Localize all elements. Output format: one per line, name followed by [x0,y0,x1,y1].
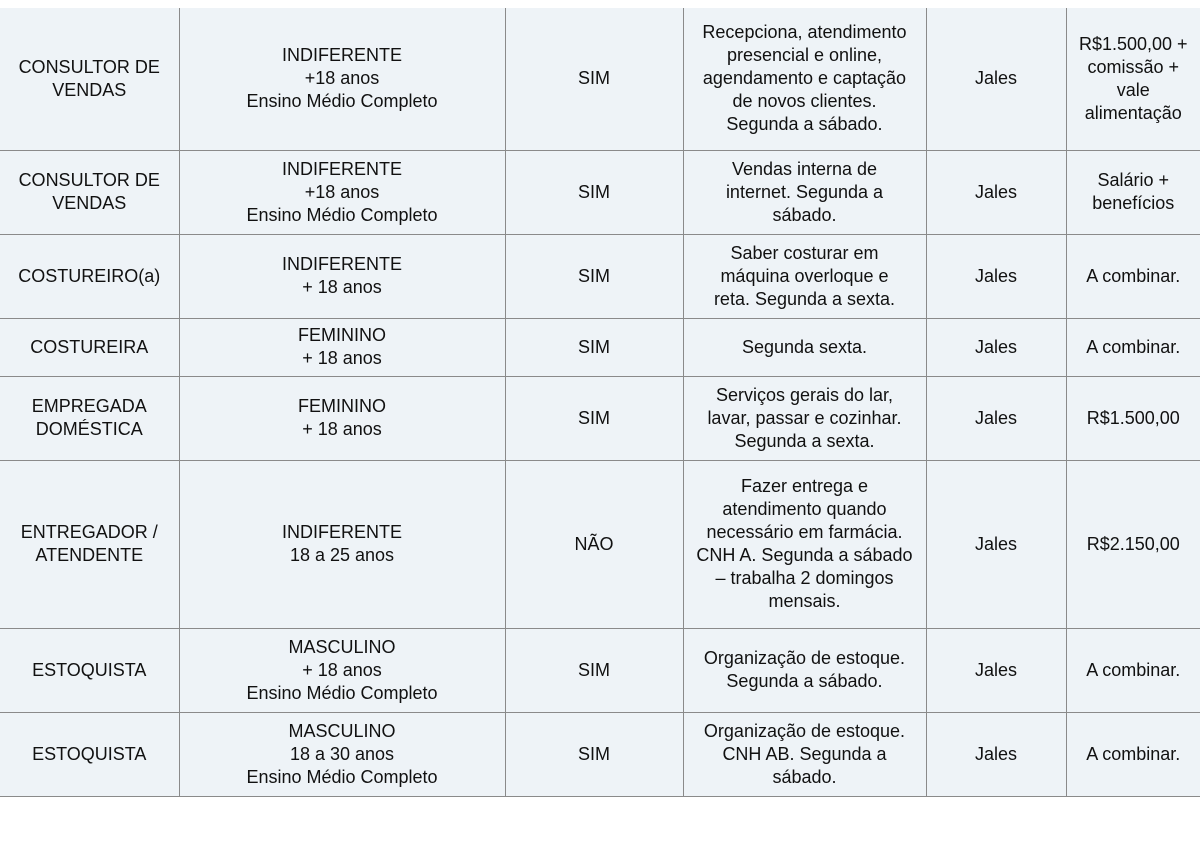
job-row [0,8,1200,150]
job-title-cell: COSTUREIRO(a) [0,234,179,318]
description-line: Segunda sexta. [741,336,868,357]
description-line: Fazer entrega e [740,476,869,496]
salary-line: R$1.500,00 [1086,407,1180,428]
requirement-line: + 18 anos [302,277,382,297]
requirements-cell [179,460,505,628]
salary-cell [1066,8,1200,150]
requirement-line: INDIFERENTE [281,158,402,179]
salary-line: A combinar. [1086,743,1181,764]
description-line: Organização de estoque. [703,720,906,741]
job-title-cell: ESTOQUISTA [0,628,179,712]
requirement-line: + 18 anos [302,419,382,439]
job-listings-body [0,8,1200,796]
description-line: sábado. [772,766,837,787]
description-line: sábado. [772,204,837,225]
job-row [0,628,1200,712]
description-line: de novos clientes. [732,91,877,112]
requirement-line: FEMININO [298,396,386,416]
requirement-line: Ensino Médio Completo [246,91,438,112]
description-line: presencial e online, [726,45,883,66]
salary-line: Salário + [1097,170,1170,190]
requirement-line: +18 anos [304,68,380,89]
pcd-cell: SIM [505,150,683,234]
salary-line: A combinar. [1086,659,1181,680]
requirement-line: 18 a 25 anos [289,545,395,565]
description-line: Organização de estoque. [703,648,906,668]
requirement-line: INDIFERENTE [281,254,402,274]
salary-line: A combinar. [1086,336,1181,357]
job-row [0,234,1200,318]
requirements-cell [179,376,505,460]
description-line: necessário em farmácia. [706,522,903,542]
requirements-cell [179,628,505,712]
description-line: CNH AB. Segunda a [722,743,887,764]
pcd-cell: SIM [505,318,683,376]
requirements-cell [179,712,505,796]
job-row [0,376,1200,460]
pcd-cell: NÃO [505,460,683,628]
requirement-line: Ensino Médio Completo [246,204,438,225]
job-title-cell: CONSULTOR DE VENDAS [0,8,179,150]
description-line: – trabalha 2 domingos [715,568,894,588]
job-row [0,712,1200,796]
job-row [0,318,1200,376]
description-cell [683,628,926,712]
description-line: máquina overloque e [720,265,889,286]
salary-line: comissão + [1087,56,1180,77]
description-cell [683,150,926,234]
description-cell [683,712,926,796]
job-title-cell: ENTREGADOR / ATENDENTE [0,460,179,628]
description-line: Segunda a sexta. [734,430,875,451]
requirement-line: Ensino Médio Completo [246,682,438,703]
description-line: Segunda a sábado. [726,114,883,135]
requirement-line: Ensino Médio Completo [246,766,438,787]
pcd-cell: SIM [505,376,683,460]
salary-line: R$2.150,00 [1086,533,1180,554]
requirement-line: INDIFERENTE [281,522,402,542]
job-row [0,150,1200,234]
description-line: atendimento quando [722,499,887,519]
description-cell [683,8,926,150]
city-cell: Jales [926,628,1066,712]
description-line: Saber costurar em [730,242,879,263]
requirement-line: + 18 anos [302,348,382,368]
description-line: lavar, passar e cozinhar. [707,407,902,428]
pcd-cell: SIM [505,712,683,796]
requirement-line: MASCULINO [288,720,396,741]
salary-line: A combinar. [1086,265,1181,286]
salary-cell [1066,150,1200,234]
salary-cell [1066,234,1200,318]
city-cell: Jales [926,234,1066,318]
pcd-cell: SIM [505,628,683,712]
city-cell: Jales [926,460,1066,628]
job-row [0,460,1200,628]
requirements-cell [179,8,505,150]
city-cell: Jales [926,8,1066,150]
salary-cell [1066,628,1200,712]
salary-cell [1066,318,1200,376]
description-line: Segunda a sábado. [726,671,883,691]
description-line: mensais. [768,591,841,611]
salary-line: benefícios [1092,193,1175,213]
salary-cell [1066,460,1200,628]
requirements-cell [179,234,505,318]
requirements-cell [179,150,505,234]
description-cell [683,318,926,376]
job-listings-table [0,8,1200,797]
pcd-cell: SIM [505,8,683,150]
salary-line: R$1.500,00 + [1078,33,1188,54]
description-line: internet. Segunda a [725,181,884,202]
job-title-cell: ESTOQUISTA [0,712,179,796]
requirement-line: + 18 anos [302,659,382,680]
requirement-line: FEMININO [298,325,386,345]
description-line: Serviços gerais do lar, [715,384,894,405]
city-cell: Jales [926,318,1066,376]
description-cell [683,460,926,628]
description-cell [683,234,926,318]
requirements-cell [179,318,505,376]
description-line: Recepciona, atendimento [702,22,907,43]
job-title-cell: COSTUREIRA [0,318,179,376]
city-cell: Jales [926,376,1066,460]
salary-cell [1066,712,1200,796]
requirement-line: INDIFERENTE [281,45,402,66]
city-cell: Jales [926,712,1066,796]
description-line: CNH A. Segunda a sábado [696,545,913,565]
salary-line: vale [1116,79,1150,100]
salary-line: alimentação [1084,102,1182,123]
description-line: Vendas interna de [731,158,878,179]
requirement-line: 18 a 30 anos [289,743,395,764]
description-cell [683,376,926,460]
description-line: agendamento e captação [702,68,907,89]
job-title-cell: EMPREGADA DOMÉSTICA [0,376,179,460]
salary-cell [1066,376,1200,460]
pcd-cell: SIM [505,234,683,318]
city-cell: Jales [926,150,1066,234]
requirement-line: +18 anos [304,181,380,202]
job-title-cell: CONSULTOR DE VENDAS [0,150,179,234]
requirement-line: MASCULINO [288,636,396,657]
description-line: reta. Segunda a sexta. [713,288,896,309]
